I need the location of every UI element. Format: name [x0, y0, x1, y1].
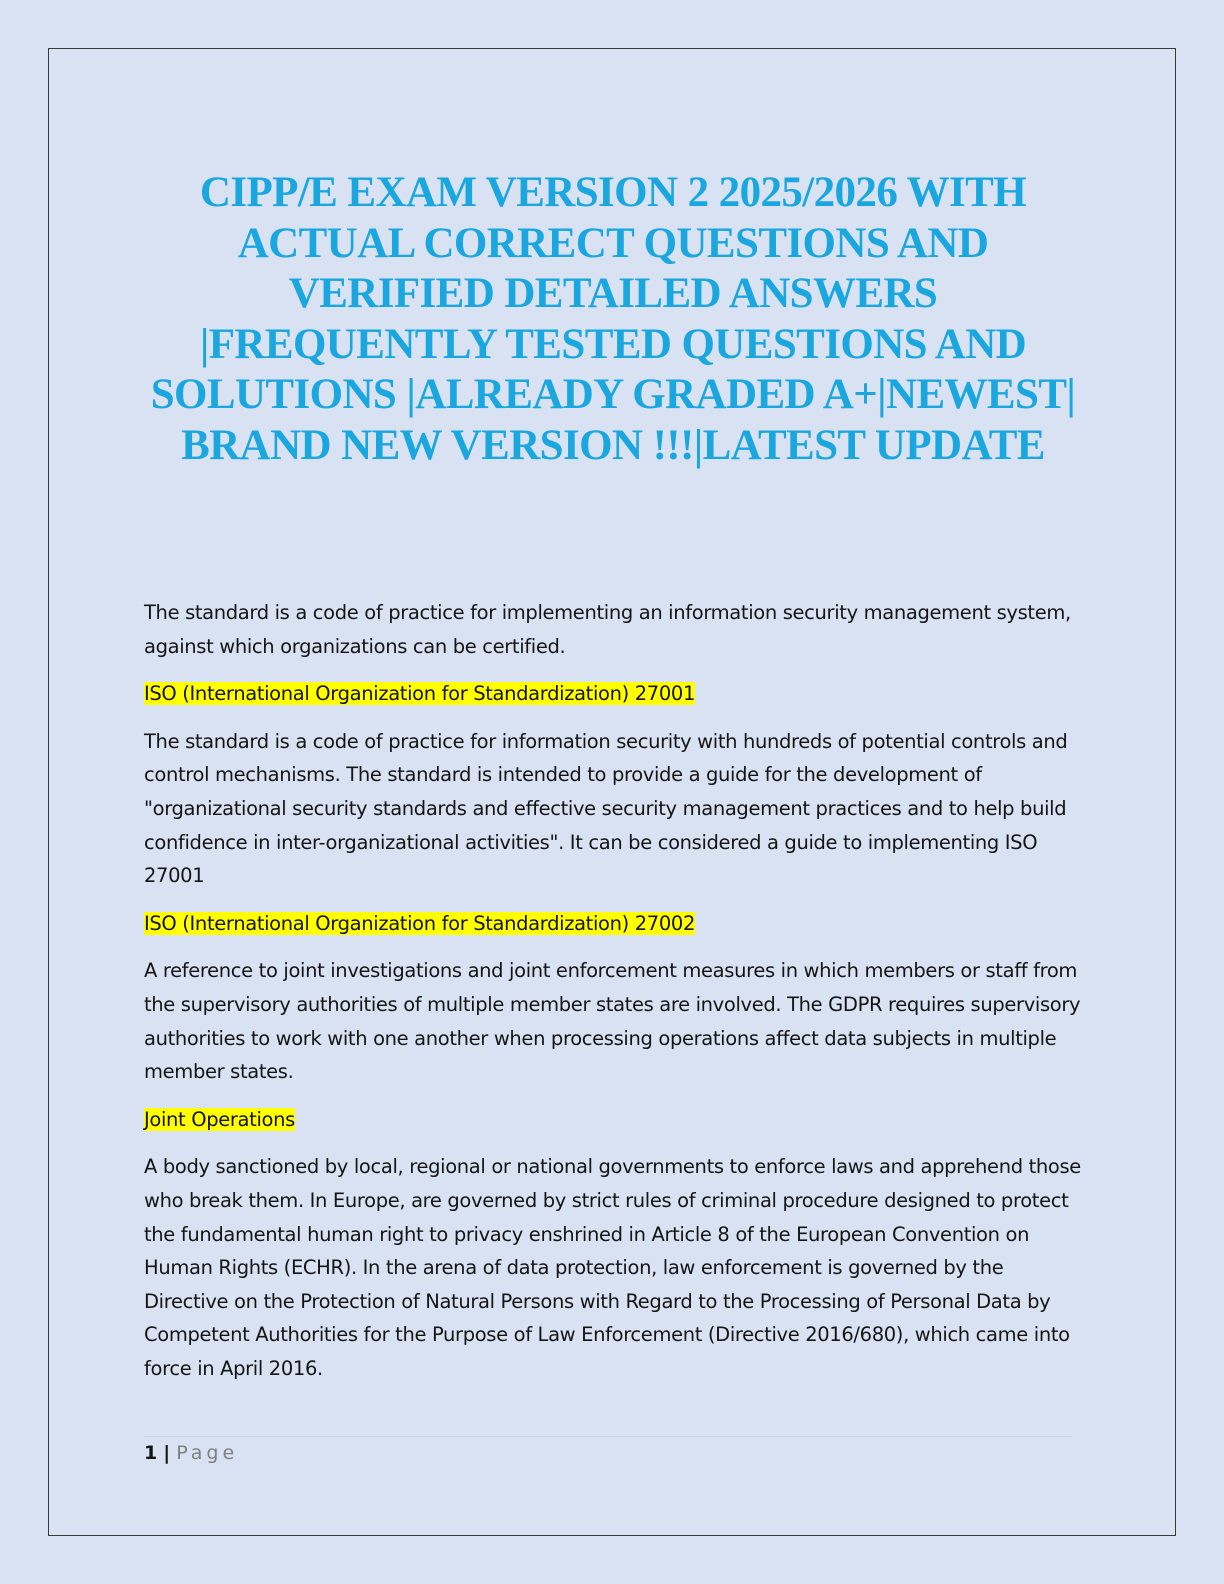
answer-text: ISO (International Organization for Standardization) 27002: [144, 911, 696, 935]
question-text: A reference to joint investigations and joint enforcement measures in which members or staff from the supervisory authorities of multiple member states are involved. The GDPR requires supervisory authorities to work with one another when processing operations affect data subjects in multiple member states.: [144, 959, 1081, 1084]
answer-highlight: [144, 677, 1084, 711]
page-number: 1: [144, 1442, 158, 1464]
qa-content: [144, 596, 1084, 1399]
title-line: ACTUAL CORRECT QUESTIONS AND: [237, 219, 989, 267]
question-text: A body sanctioned by local, regional or national governments to enforce laws and apprehend those who break them. In Europe, are governed by strict rules of criminal procedure designed to protect the fundamental human right to privacy enshrined in Article 8 of the European Convention on Human Rights (ECHR). In the arena of data protection, law enforcement is governed by the Directive on the Protection of Natural Persons with Regard to the Processing of Personal Data by Competent Authorities for the Purpose of Law Enforcement (Directive 2016/680), which came into force in April 2016.: [144, 1155, 1081, 1380]
page-footer: [144, 1440, 238, 1466]
answer-highlight: [144, 1103, 1084, 1137]
title-line: |FREQUENTLY TESTED QUESTIONS AND: [199, 320, 1027, 368]
footer-divider: [144, 1436, 1072, 1437]
footer-separator: |: [163, 1442, 171, 1464]
title-line: BRAND NEW VERSION !!!|LATEST UPDATE: [181, 421, 1045, 469]
title-line: VERIFIED DETAILED ANSWERS: [288, 270, 938, 317]
title-line: CIPP/E EXAM VERSION 2 2025/2026 WITH: [199, 169, 1027, 216]
title-line: SOLUTIONS |ALREADY GRADED A+|NEWEST|: [150, 371, 1076, 418]
question-text: The standard is a code of practice for information security with hundreds of potential controls and control mechanisms. The standard is intended to provide a guide for the development of "organizational security standards and effective security management practices and to help build confidence in inter-organizational activities". It can be considered a guide to implementing ISO 27001: [144, 729, 1068, 888]
page-label: Page: [176, 1442, 239, 1464]
answer-text: Joint Operations: [144, 1107, 295, 1131]
document-title: [130, 168, 1096, 471]
answer-text: ISO (International Organization for Standardization) 27001: [144, 682, 696, 706]
question-text: The standard is a code of practice for implementing an information security management system, against which organizations can be certified.: [144, 601, 1071, 658]
answer-highlight: [144, 907, 1084, 941]
